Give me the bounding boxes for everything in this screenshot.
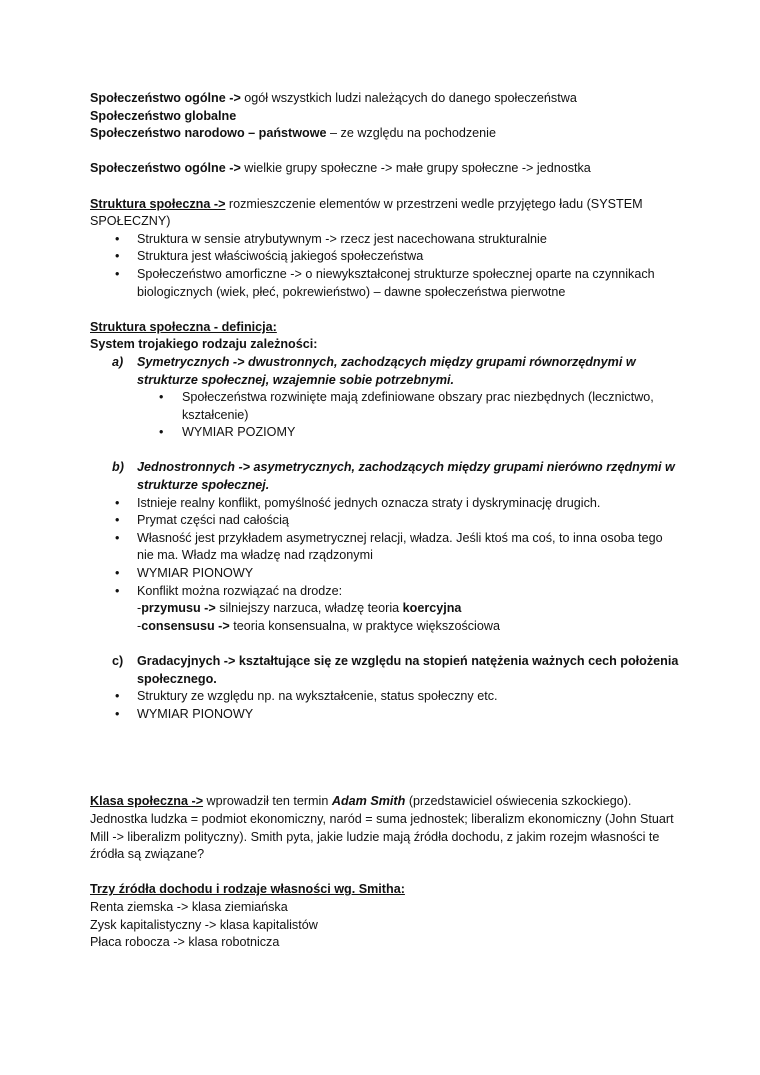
bullet-item: • Istnieje realny konflikt, pomyślność jednych oznacza straty i dyskryminację drugich.: [90, 495, 680, 513]
bullet-item: • Struktura jest właściwością jakiegoś społeczeństwa: [90, 248, 680, 266]
line-spoleczenstwo-narodowe: Społeczeństwo narodowo – państwowe – ze względu na pochodzenie: [90, 126, 496, 141]
list-item-a: a) Symetrycznych -> dwustronnych, zachodzących między grupami równorzędnymi w strukturze społecznej, wzajemnie sobie potrzebnymi.: [112, 354, 636, 387]
zrodla-line: Zysk kapitalistyczny -> klasa kapitalistów: [90, 917, 318, 932]
definition-subtitle: System trojakiego rodzaju zależności:: [90, 337, 318, 352]
zrodla-line: Płaca robocza -> klasa robotnicza: [90, 935, 280, 950]
bullet-item: • Konflikt można rozwiązać na drodze:: [90, 583, 680, 601]
klasa-paragraph: Klasa społeczna -> wprowadził ten termin Adam Smith (przedstawiciel oświecenia szkockiego). Jednostka ludzka = podmiot ekonomiczny, naród = suma jednostek; liberalizm ekonomiczny (John Stuart Mill -> liberalizm polityczny). Smith pyta, jakie ludzie mają źródła dochodu, z jakim rozejm własności te źródła są związane?: [90, 794, 674, 862]
sub-line-przymus: -przymusu -> silniejszy narzuca, władzę teoria koercyjna: [137, 601, 462, 616]
bullet-item: • Społeczeństwo amorficzne -> o niewykształconej strukturze społecznej oparte na czynnikach biologicznych (wiek, płeć, pokrewieństwo) – dawne społeczeństwa pierwotne: [90, 266, 680, 301]
line-spoleczenstwo-globalne: Społeczeństwo globalne: [90, 108, 237, 123]
list-item-c: c) Gradacyjnych -> kształtujące się ze względu na stopień natężenia ważnych cech położenia społecznego.: [112, 654, 679, 686]
bullet-item: • Własność jest przykładem asymetrycznej relacji, władza. Jeśli ktoś ma coś, to inna osoba tego nie ma. Władz ma władzę nad rządzonymi: [90, 530, 680, 565]
zrodla-line: Renta ziemska -> klasa ziemiańska: [90, 899, 288, 914]
zrodla-title: Trzy źródła dochodu i rodzaje własności wg. Smitha:: [90, 882, 405, 897]
struktura-heading: Struktura społeczna -> rozmieszczenie elementów w przestrzeni wedle przyjętego ładu (SYSTEM SPOŁECZNY): [90, 196, 643, 229]
bullet-item: • Struktura w sensie atrybutywnym -> rzecz jest nacechowana strukturalnie: [90, 231, 680, 249]
bullet-item: • WYMIAR POZIOMY: [90, 424, 680, 442]
definition-title: Struktura społeczna - definicja:: [90, 319, 277, 334]
line-spoleczenstwo-ogolne: Społeczeństwo ogólne -> ogół wszystkich ludzi należących do danego społeczeństwa: [90, 91, 577, 105]
bullet-item: • WYMIAR PIONOWY: [90, 706, 680, 724]
bullet-item: • Struktury ze względu np. na wykształcenie, status społeczny etc.: [90, 688, 680, 706]
sub-line-consensus: -consensusu -> teoria konsensualna, w praktyce większościowa: [137, 618, 500, 633]
bullet-item: • WYMIAR PIONOWY: [90, 565, 680, 583]
list-item-b: b) Jednostronnych -> asymetrycznych, zachodzących między grupami nierówno rzędnymi w strukturze społecznej.: [112, 460, 675, 493]
bullet-item: • Społeczeństwa rozwinięte mają zdefiniowane obszary prac niezbędnych (lecznictwo, kształcenie): [90, 389, 680, 424]
document-body: [90, 90, 680, 952]
line-hierarchy: Społeczeństwo ogólne -> wielkie grupy społeczne -> małe grupy społeczne -> jednostka: [90, 161, 591, 176]
bullet-item: • Prymat części nad całością: [90, 512, 680, 530]
